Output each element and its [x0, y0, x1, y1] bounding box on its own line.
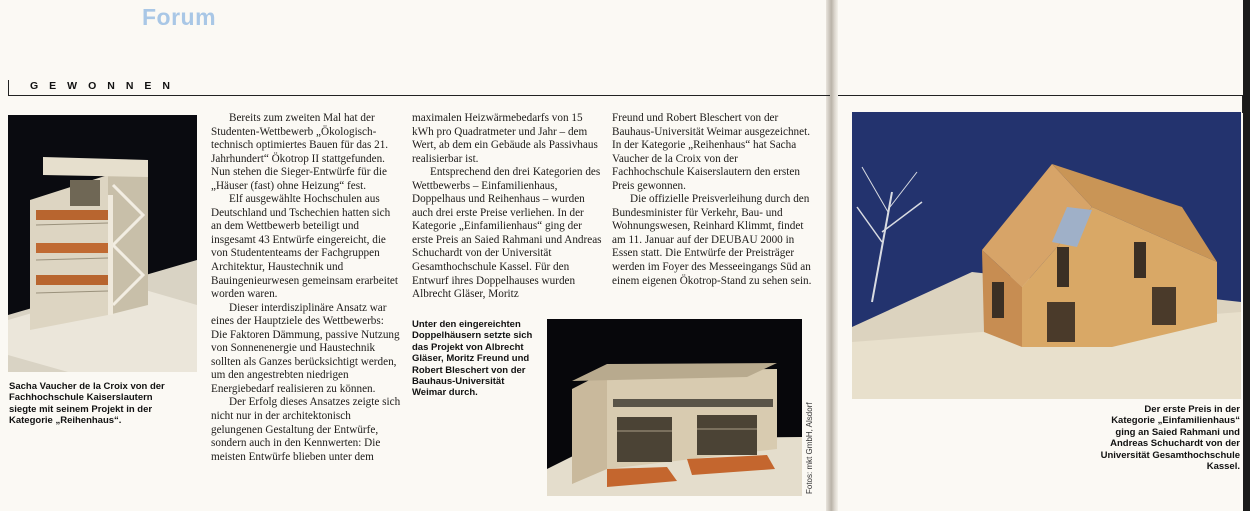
section-heading: GEWONNEN	[30, 80, 181, 92]
paragraph: Die offizielle Preisverleihung durch den Bundesminister für Verkehr, Bau- und Wohnungswesen, Reinhard Klimmt, findet am 11. Januar auf der DEUBAU 2000 in Essen statt. Die Entwürfe der Preisträger werden im Foyer des Messeeingangs Süd an einem eigenen Ökotrop-Stand zu sehen sein.	[612, 193, 812, 287]
header-rule-left	[8, 95, 830, 96]
photo-einfamilienhaus-model	[852, 112, 1241, 399]
paragraph: maximalen Heizwärmebedarfs von 15 kWh pro Quadratmeter und Jahr – dem Wert, ab dem ein Gebäude als Passivhaus realisierbar ist.	[412, 112, 598, 165]
page-gutter	[826, 0, 838, 511]
caption-einfamilienhaus: Der erste Preis in der Kategorie „Einfamilienhaus“ ging an Saied Rahmani und Andreas Schuchardt von der Universität Gesamthochschule Kassel.	[1100, 404, 1240, 473]
header-rule-tick	[8, 80, 9, 95]
article-column-2	[412, 112, 602, 302]
article-column-3	[612, 112, 812, 288]
photo-doppelhaus-model	[547, 319, 802, 496]
paragraph: Der Erfolg dieses Ansatzes zeigte sich nicht nur in der architektonisch gelungenen Gestaltung der Entwürfe, sondern auch in den Kennwerten: Die meisten Entwürfe blieben unter dem	[211, 396, 401, 463]
paragraph: Dieser interdisziplinäre Ansatz war eines der Hauptziele des Wettbewerbs: Die Faktoren Dämmung, passive Nutzung von Sonnenenergie und Haustechnik sollten als Ganzes berücksichtigt werden, um den angestrebten niedrigen Energiebedarf realisieren zu können.	[211, 301, 400, 395]
page-edge	[1243, 0, 1250, 511]
caption-reihenhaus: Sacha Vaucher de la Croix von der Fachhochschule Kaiserslautern siegte mit seinem Projekt in der Kategorie „Reihenhaus“.	[9, 381, 165, 427]
caption-doppelhaus: Unter den eingereichten Doppelhäusern setzte sich das Projekt von Albrecht Gläser, Moritz Freund und Robert Bleschert von der Bauhaus-Universität Weimar durch.	[412, 319, 533, 399]
header-rule-right	[838, 95, 1242, 96]
paragraph: Bereits zum zweiten Mal hat der Studenten-Wettbewerb „Ökologisch-technisch optimiertes Bauen für das 21. Jahrhundert“ Ökotrop II stattgefunden. Nun stehen die Sieger-Entwürfe für die „Häuser (fast) ohne Heizung“ fest.	[211, 112, 389, 192]
section-title-forum: Forum	[142, 4, 217, 30]
article-column-1	[211, 112, 401, 464]
photo-credit: Fotos: mkt GmbH, Alsdorf	[805, 402, 814, 494]
paragraph: Freund und Robert Bleschert von der Bauhaus-Universität Weimar ausgezeichnet. In der Kategorie „Reihenhaus“ hat Sacha Vaucher de la Croix von der Fachhochschule Kaiserslautern den ersten Preis gewonnen.	[612, 112, 811, 192]
header-rule-right-tick	[1242, 95, 1243, 113]
paragraph: Entsprechend den drei Kategorien des Wettbewerbs – Einfamilienhaus, Doppelhaus und Reihenhaus – wurden auch drei erste Preise verliehen. In der Kategorie „Einfamilienhaus“ ging der erste Preis an Saied Rahmani und Andreas Schuchardt von der Universität Gesamthochschule Kassel. Für den Entwurf ihres Doppelhauses wurden Albrecht Gläser, Moritz	[412, 166, 602, 301]
paragraph: Elf ausgewählte Hochschulen aus Deutschland und Tschechien hatten sich an dem Wettbewerb beteiligt und insgesamt 43 Entwürfe eingereicht, die von Studententeams der Fachgruppen Architektur, Haustechnik und Bauingenieurwesen gemeinsam erarbeitet worden waren.	[211, 193, 399, 301]
photo-reihenhaus-model	[8, 115, 197, 372]
